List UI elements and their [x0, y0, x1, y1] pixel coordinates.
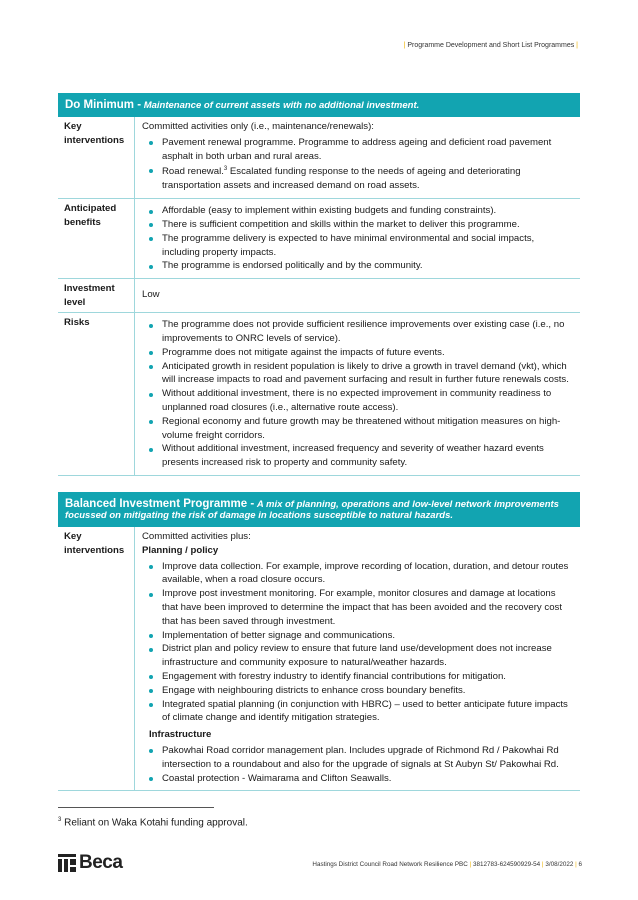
bullet-list — [142, 744, 574, 785]
row-content — [135, 199, 581, 279]
row-label: Anticipated benefits — [58, 199, 135, 279]
page-number: 6 — [578, 861, 582, 868]
infrastructure-heading: Infrastructure — [149, 729, 212, 741]
footnote-text: Reliant on Waka Kotahi funding approval. — [64, 817, 248, 829]
list-item: Anticipated growth in resident population is likely to drive a growth in travel demand (vkt), which will increase impacts to road and pavement surfacing and result in further future renewals costs. — [162, 360, 574, 388]
footer: Hastings District Council Road Network Resilience PBC | 3812783-624590929-54 | 3/08/2022 | 6 — [312, 861, 582, 868]
balanced-investment-table — [58, 492, 580, 791]
list-item: Pavement renewal programme. Programme to address ageing and deficient road pavement asphalt in both urban and rural areas. — [162, 136, 574, 164]
list-item: Programme does not mitigate against the impacts of future events. — [162, 346, 574, 360]
bullet-list — [142, 136, 574, 193]
running-head-text: Programme Development and Short List Programmes — [407, 42, 575, 49]
balanced-investment-title: Balanced Investment Programme - — [65, 498, 255, 510]
intro-text: Committed activities only (i.e., maintenance/renewals): — [142, 121, 374, 132]
list-item: Affordable (easy to implement within existing budgets and funding constraints). — [162, 204, 574, 218]
bullet-list — [142, 560, 574, 726]
footer-ref: 3812783-624590929-54 — [472, 861, 541, 868]
list-item: The programme does not provide sufficient resilience improvements over existing case (i.e., no improvements to ONRC levels of service). — [162, 318, 574, 346]
footnote — [58, 817, 248, 828]
list-item: Improve post investment monitoring. For example, monitor closures and damage at locations that have been improved to determine the impact that has been avoided and the recovery cost that has been saved through investment. — [162, 587, 574, 628]
investment-level-value: Low — [135, 279, 581, 313]
list-item: Integrated spatial planning (in conjunction with HBRC) – used to better anticipate future impacts of climate change and identify mitigation strategies. — [162, 698, 574, 726]
running-head: | Programme Development and Short List Programmes | — [403, 42, 578, 49]
list-item: There is sufficient competition and skills within the market to deliver this programme. — [162, 218, 574, 232]
bullet-list — [142, 204, 574, 273]
row-label: Key interventions — [58, 527, 135, 791]
footer-doc: Hastings District Council Road Network Resilience PBC — [312, 861, 468, 868]
intro-text: Committed activities plus: — [142, 531, 251, 542]
beca-logo-text: Beca — [79, 852, 123, 873]
list-item: Engage with neighbouring districts to enhance cross boundary benefits. — [162, 684, 574, 698]
footnote-divider — [58, 807, 214, 808]
list-item: Implementation of better signage and communications. — [162, 629, 574, 643]
table-row — [58, 117, 580, 199]
table-row — [58, 279, 580, 313]
do-minimum-header — [58, 93, 580, 117]
beca-logo-icon — [58, 854, 76, 872]
row-content — [135, 527, 581, 791]
row-content — [135, 117, 581, 199]
list-item: Without additional investment, there is no expected improvement in community readiness to unplanned road closures (i.e., alternative route access). — [162, 387, 574, 415]
do-minimum-table — [58, 93, 580, 476]
footnote-mark: 3 — [58, 817, 62, 823]
row-label: Investment level — [58, 279, 135, 313]
table-row — [58, 199, 580, 279]
list-item: Improve data collection. For example, improve recording of location, duration, and detour routes available, when a road closure occurs. — [162, 560, 574, 588]
table-row — [58, 527, 580, 791]
bullet-list — [142, 318, 574, 470]
footnote-ref: 3 — [223, 166, 228, 173]
do-minimum-title: Do Minimum - — [65, 99, 142, 111]
row-label: Key interventions — [58, 117, 135, 199]
list-item: District plan and policy review to ensure that future land use/development does not increase infrastructure and community exposure to natural/weather hazards. — [162, 642, 574, 670]
list-item: Road renewal.$^3$ Escalated funding response to the needs of ageing and deteriorating transportation assets and increased demand on road assets. — [162, 163, 574, 193]
balanced-investment-subtitle: A mix of planning, operations and low-level network improvements focussed on mitigating the risk of damage in locations susceptible to natural hazards. — [65, 499, 559, 521]
list-item: Without additional investment, increased frequency and severity of weather hazard events presents increased risk to property and community safety. — [162, 442, 574, 470]
row-content — [135, 313, 581, 476]
table-row — [58, 313, 580, 476]
list-item: The programme is endorsed politically and by the community. — [162, 259, 574, 273]
list-item: Coastal protection - Waimarama and Clifton Seawalls. — [162, 772, 574, 786]
list-item: Regional economy and future growth may be threatened without mitigation measures on high-volume freight corridors. — [162, 415, 574, 443]
list-item: Pakowhai Road corridor management plan. Includes upgrade of Richmond Rd / Pakowhai Rd intersection to a roundabout and also for the upgrade of signals at St Aubyn St/ Pakowhai Rd. — [162, 744, 574, 772]
balanced-investment-header — [58, 492, 580, 527]
list-item: The programme delivery is expected to have minimal environmental and social impacts, including property impacts. — [162, 232, 574, 260]
do-minimum-subtitle: Maintenance of current assets with no additional investment. — [143, 100, 420, 111]
footer-date: 3/08/2022 — [545, 861, 574, 868]
planning-heading: Planning / policy — [142, 544, 219, 556]
row-label: Risks — [58, 313, 135, 476]
list-item: Engagement with forestry industry to identify financial contributions for mitigation. — [162, 670, 574, 684]
beca-logo — [58, 852, 122, 874]
